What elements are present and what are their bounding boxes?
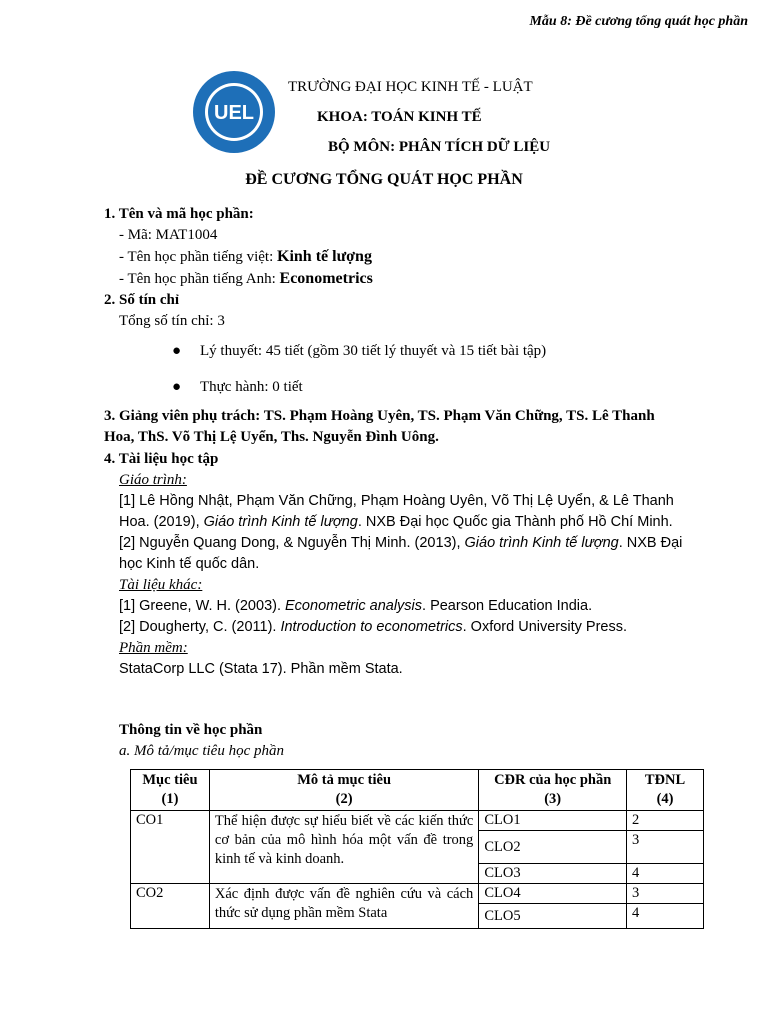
- clo-cell: CLO4: [479, 884, 627, 904]
- table-header-row: [131, 770, 704, 811]
- logo-text: UEL: [214, 102, 254, 124]
- other-ref-2: [2] Dougherty, C. (2011). Introduction to econometrics. Oxford University Press.: [119, 619, 627, 635]
- col-header: TĐNL (4): [627, 770, 704, 811]
- total-credits: Tổng số tín chỉ: 3: [119, 313, 225, 329]
- department-name: BỘ MÔN: PHÂN TÍCH DỮ LIỆU: [328, 139, 551, 155]
- section-3-lecturers: 3. Giảng viên phụ trách: TS. Phạm Hoàng Uyên, TS. Phạm Văn Chững, TS. Lê Thanh Hoa, ThS. Võ Thị Lệ Uyển, Ths. Nguyễn Đình Uông.: [104, 408, 655, 445]
- course-en-name-line: - Tên học phần tiếng Anh: Econometrics: [119, 270, 373, 287]
- course-code-line: - Mã: MAT1004: [119, 227, 218, 243]
- table-row: [131, 884, 704, 904]
- tdnl-cell: 4: [627, 904, 704, 929]
- section-2: [104, 290, 684, 332]
- textbook-ref-1: [1] Lê Hồng Nhật, Phạm Văn Chững, Phạm Hoàng Uyên, Võ Thị Lệ Uyển, & Lê Thanh Hoa. (2019), Giáo trình Kinh tế lượng. NXB Đại học Quốc gia Thành phố Hồ Chí Minh.: [119, 493, 674, 530]
- textbook-ref-2: [2] Nguyễn Quang Dong, & Nguyễn Thị Minh. (2013), Giáo trình Kinh tế lượng. NXB Đại học Kinh tế quốc dân.: [119, 535, 683, 572]
- clo-cell: CLO3: [479, 864, 627, 884]
- section-1-heading: 1. Tên và mã học phần:: [104, 206, 254, 222]
- objectives-table: [130, 769, 704, 929]
- section-4: [104, 449, 684, 680]
- col-header: Mô tả mục tiêu (2): [209, 770, 478, 811]
- uel-logo: [192, 70, 276, 154]
- tdnl-cell: 3: [627, 831, 704, 864]
- objective-description: Thể hiện được sự hiểu biết về các kiến thức cơ bản của mô hình hóa một vấn đề trong kinh tế và kinh doanh.: [209, 811, 478, 884]
- textbook-label: Giáo trình:: [119, 472, 187, 488]
- course-vn-name-line: - Tên học phần tiếng việt: Kinh tế lượng: [119, 248, 372, 265]
- tdnl-cell: 2: [627, 811, 704, 831]
- document-title: ĐỀ CƯƠNG TỔNG QUÁT HỌC PHẦN: [245, 171, 523, 188]
- document-page: Mẫu 8: Đề cương tổng quát học phần UEL TRƯỜNG ĐẠI HỌC KINH TẾ - LUẬT KHOA: TOÁN KINH TẾ BỘ MÔN: PHÂN TÍCH DỮ LIỆU ĐỀ CƯƠNG TỔNG QUÁT HỌC PHẦN 1. Tên và mã học phần: - Mã: MAT1004 - Tên học phần tiếng việt: Kinh tế lượng - Tên học phần tiếng Anh: Econometrics 2. Số tín chỉ Tổng số tín chỉ: 3 ● Lý thuyết: 45 tiết (gồm 30 tiết lý thuyết và 15 tiết bài tập) ● Thực hành: 0 tiết 3. Giảng viên phụ trách: TS. Phạm Hoàng Uyên, TS. Phạm Văn Chững, TS. Lê Thanh Hoa, ThS. Võ Thị Lệ Uyển, Ths. Nguyễn Đình Uông. 4. Tài liệu học tập Giáo trình: [1] Lê Hồng Nhật, Phạm Văn Chững, Phạm Hoàng Uyên, Võ Thị Lệ Uyển, & Lê Thanh Hoa. (2019), Giáo trình Kinh tế lượng. NXB Đại học Quốc gia Thành phố Hồ Chí Minh. [2] Nguyễn Quang Dong, & Nguyễn Thị Minh. (2013), Giáo trình Kinh tế lượng. NXB Đại học Kinh tế quốc dân. Tài liệu khác: [1] Greene, W. H. (2003). Econometric analysis. Pearson Education India. [2] Dougherty, C. (2011). Introduction to econometrics. Oxford University Press. Phần mềm: StataCorp LLC (Stata 17). Phần mềm Stata. Thông tin về học phần a. Mô tả/mục tiêu học phần Mục tiêu (1) Mô tả mục tiêu (2) CĐR của học phần (3) TĐNL (4) CO1 Thể hiện được sự hiểu biết về các kiến thức cơ bản của mô hình hóa một vấn đề trong kinh tế và kinh doanh. CLO1 2 CLO2 3 CLO3 4 CO2 Xác định được vấn đề nghiên cứu và cách thức sử dụng phần mềm Stata CLO4 3 CLO5 4: [0, 0, 768, 1024]
- template-note: Mẫu 8: Đề cương tổng quát học phần: [529, 14, 748, 29]
- software-label: Phần mềm:: [119, 640, 188, 656]
- other-refs-label: Tài liệu khác:: [119, 577, 203, 593]
- objective-id: CO2: [131, 884, 210, 929]
- objective-id: CO1: [131, 811, 210, 884]
- clo-cell: CLO2: [479, 831, 627, 864]
- tdnl-cell: 4: [627, 864, 704, 884]
- course-info-sub: a. Mô tả/mục tiêu học phần: [119, 743, 284, 759]
- clo-cell: CLO5: [479, 904, 627, 929]
- table-row: [131, 811, 704, 831]
- clo-cell: CLO1: [479, 811, 627, 831]
- software-text: StataCorp LLC (Stata 17). Phần mềm Stata.: [119, 661, 403, 677]
- course-info: [104, 720, 684, 762]
- university-name: TRƯỜNG ĐẠI HỌC KINH TẾ - LUẬT: [288, 79, 533, 95]
- col-header: Mục tiêu (1): [131, 770, 210, 811]
- other-ref-1: [1] Greene, W. H. (2003). Econometric analysis. Pearson Education India.: [119, 598, 593, 614]
- tdnl-cell: 3: [627, 884, 704, 904]
- objective-description: Xác định được vấn đề nghiên cứu và cách thức sử dụng phần mềm Stata: [209, 884, 478, 929]
- col-header: CĐR của học phần (3): [479, 770, 627, 811]
- section-4-heading: 4. Tài liệu học tập: [104, 451, 219, 467]
- faculty-name: KHOA: TOÁN KINH TẾ: [317, 109, 482, 125]
- bullet-icon: ●: [172, 343, 182, 359]
- course-info-heading: Thông tin về học phần: [119, 722, 263, 738]
- section-2-heading: 2. Số tín chỉ: [104, 292, 180, 308]
- section-1: [104, 204, 684, 290]
- bullet-icon: ●: [172, 379, 182, 395]
